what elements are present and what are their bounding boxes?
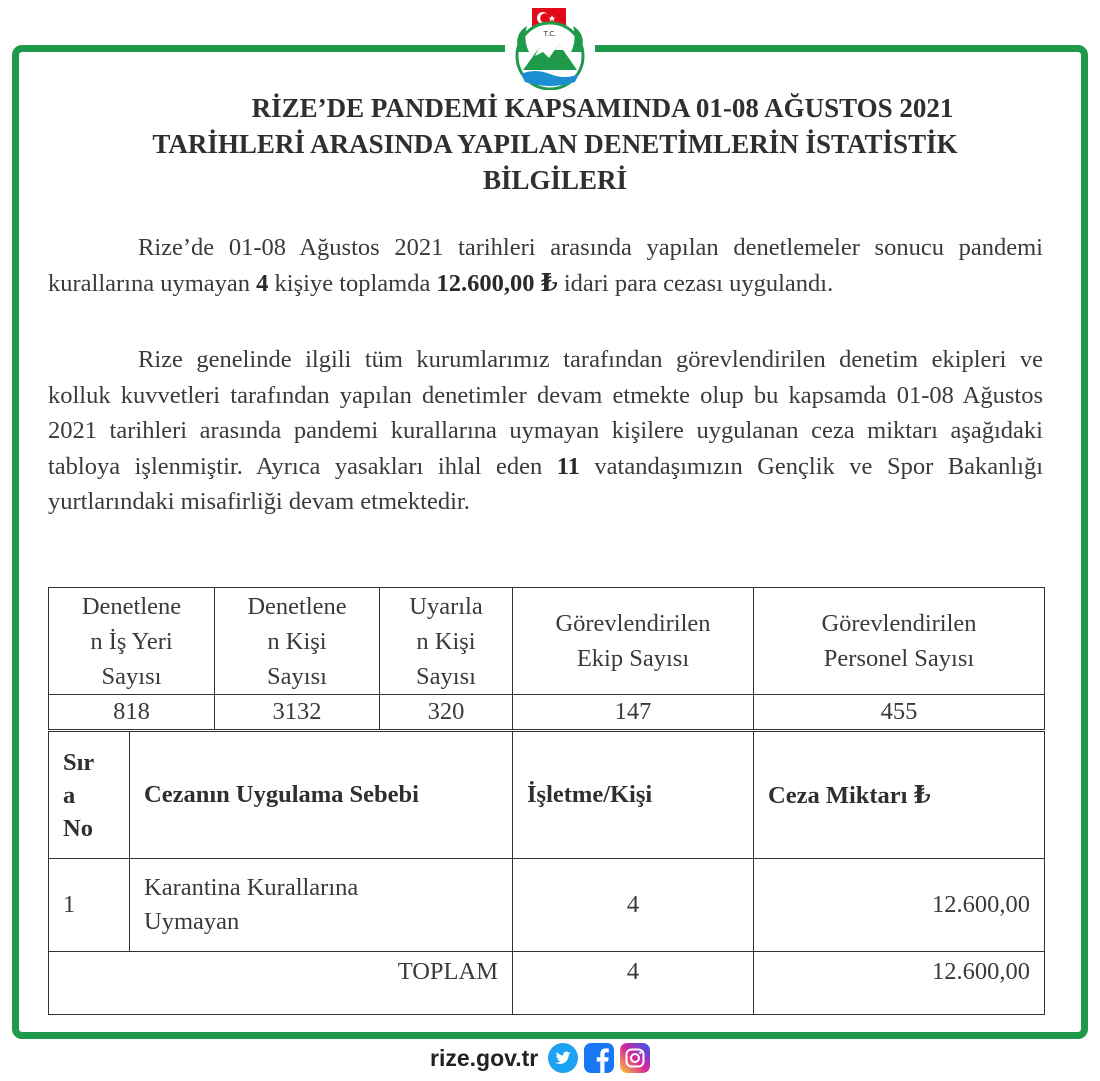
rize-valiligi-logo	[505, 4, 595, 90]
total-label: TOPLAM	[49, 952, 513, 1015]
stats-value-warned: 320	[380, 695, 513, 730]
total-count: 4	[513, 952, 754, 1015]
inspection-stats-table	[48, 587, 1045, 730]
fine-row-no: 1	[49, 859, 130, 952]
title-line-3: BİLGİLERİ	[482, 165, 628, 195]
title-line-1: RİZE’DE PANDEMİ KAPSAMINDA 01-08 AĞUSTOS 2021	[251, 93, 954, 123]
fines-header-row	[49, 732, 1045, 859]
stats-header-workplaces: Denetlene n İş Yeri Sayısı	[49, 588, 215, 695]
fines-table	[48, 731, 1045, 1015]
paragraph2-text-2: vatandaşımızın Gençlik ve Spor Bakanlığı yurtlarındaki misafirliği devam etmektedir.	[48, 452, 1044, 515]
paragraph-details	[48, 342, 1043, 520]
fines-header-count: İşletme/Kişi	[513, 732, 754, 859]
stats-header-warned: Uyarıla n Kişi Sayısı	[380, 588, 513, 695]
twitter-icon[interactable]	[548, 1043, 578, 1073]
fine-row-amount: 12.600,00	[754, 859, 1045, 952]
fine-row-count: 4	[513, 859, 754, 952]
paragraph1-text: Rize’de 01-08 Ağustos 2021 tarihleri arasında yapılan denetlemeler sonucu pandemi kurallarına uymayan	[48, 234, 1043, 297]
fines-header-amount: Ceza Miktarı ₺	[754, 732, 1045, 859]
instagram-icon[interactable]	[620, 1043, 650, 1073]
stats-value-personnel: 455	[754, 695, 1045, 730]
page-title	[60, 90, 1050, 198]
fines-header-no: Sır a No	[49, 732, 130, 859]
stats-header-persons: Denetlene n Kişi Sayısı	[215, 588, 380, 695]
footer	[430, 1040, 650, 1076]
title-line-2: TARİHLERİ ARASINDA YAPILAN DENETİMLERİN İSTATİSTİK	[152, 129, 958, 159]
citizen-count: 11	[556, 452, 580, 480]
svg-text:T.C.: T.C.	[543, 30, 557, 38]
stats-header-personnel: Görevlendirilen Personel Sayısı	[754, 588, 1045, 695]
paragraph1-text-3: idari para cezası uygulandı.	[557, 270, 834, 297]
total-fine-amount: 12.600,00 ₺	[436, 270, 558, 297]
total-row	[49, 952, 1045, 1015]
stats-value-teams: 147	[513, 695, 754, 730]
paragraph-summary	[48, 230, 1043, 302]
stats-header-teams: Görevlendirilen Ekip Sayısı	[513, 588, 754, 695]
fined-people-count: 4	[256, 270, 269, 297]
fines-header-reason: Cezanın Uygulama Sebebi	[130, 732, 513, 859]
fine-row-reason: Karantina Kurallarına Uymayan	[130, 859, 513, 952]
stats-value-persons: 3132	[215, 695, 380, 730]
stats-value-workplaces: 818	[49, 695, 215, 730]
total-amount: 12.600,00	[754, 952, 1045, 1015]
stats-value-row	[49, 695, 1045, 730]
table-row	[49, 859, 1045, 952]
website-link[interactable]: rize.gov.tr	[430, 1044, 539, 1071]
stats-header-row	[49, 588, 1045, 695]
paragraph2-text: Rize genelinde ilgili tüm kurumlarımız tarafından görevlendirilen denetim ekipleri ve kolluk kuvvetleri tarafından yapılan denetimler devam etmekte olup bu kapsamda 01-08 Ağustos 2021 tarihleri arasında pandemi kurallarına uymayan kişilere uygulanan ceza miktarı aşağıdaki tabloya işlenmiştir. Ayrıca yasakları ihlal eden	[48, 346, 1043, 480]
paragraph1-text-2: kişiye toplamda	[268, 270, 437, 297]
facebook-icon[interactable]	[584, 1043, 614, 1073]
